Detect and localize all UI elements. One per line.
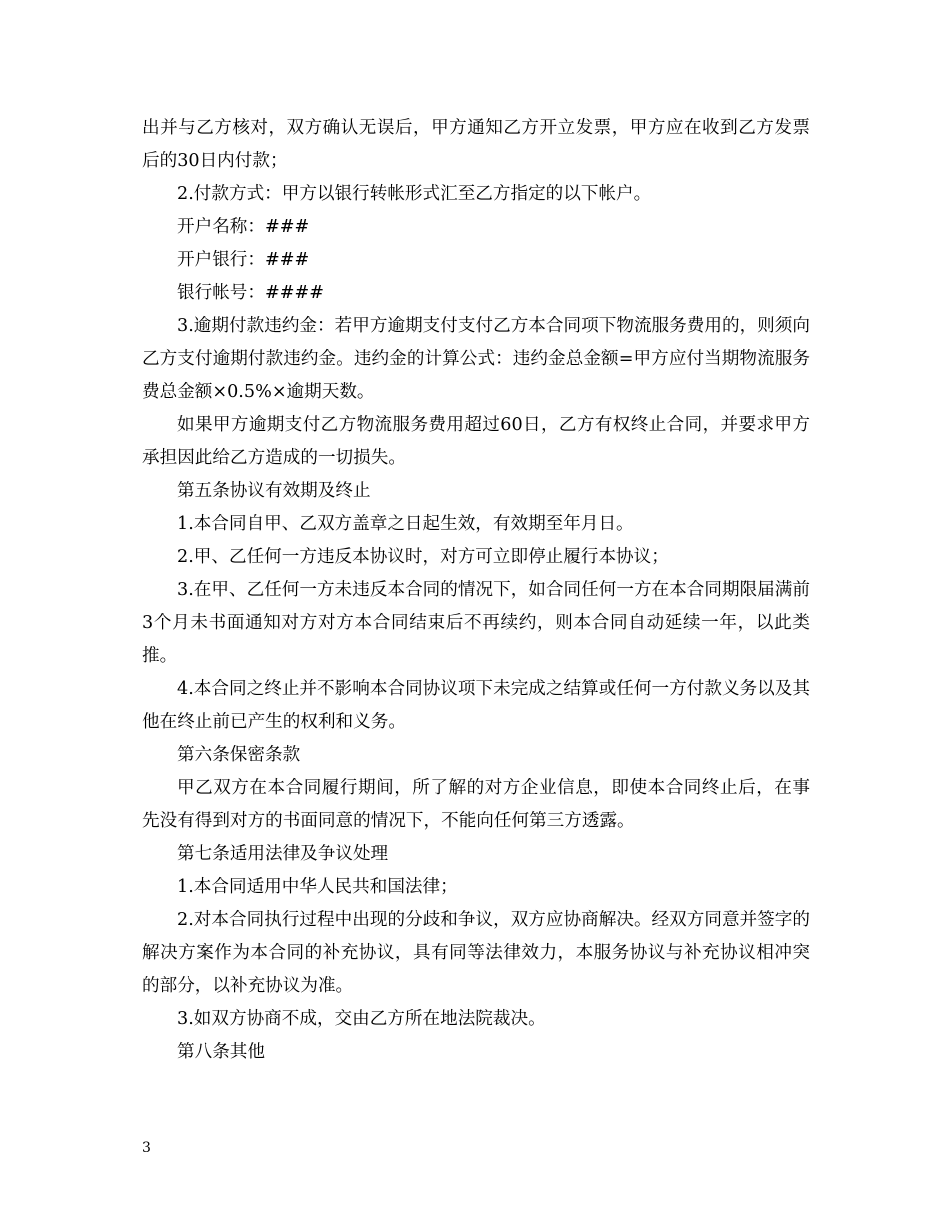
section-heading: 第八条其他	[177, 1042, 265, 1062]
paragraph: 3.逾期付款违约金：若甲方逾期支付支付乙方本合同项下物流服务费用的，则须向乙方支付逾期付款违约金。违约金的计算公式：违约金总金额=甲方应付当期物流服务费总金额×0.5%×逾期天数。	[142, 316, 810, 402]
paragraph: 1.本合同自甲、乙双方盖章之日起生效，有效期至年月日。	[177, 514, 634, 534]
paragraph: 1.本合同适用中华人民共和国法律；	[177, 877, 458, 897]
bank-name-line: 开户银行：###	[177, 250, 310, 270]
account-name-line: 开户名称：###	[177, 217, 310, 237]
paragraph: 2.对本合同执行过程中出现的分歧和争议，双方应协商解决。经双方同意并签字的解决方案作为本合同的补充协议，具有同等法律效力，本服务协议与补充协议相冲突的部分，以补充协议为准。	[142, 910, 810, 996]
paragraph: 2.付款方式：甲方以银行转帐形式汇至乙方指定的以下帐户。	[177, 184, 652, 204]
paragraph: 4.本合同之终止并不影响本合同协议项下未完成之结算或任何一方付款义务以及其他在终止前已产生的权利和义务。	[142, 679, 810, 732]
paragraph: 甲乙双方在本合同履行期间，所了解的对方企业信息，即使本合同终止后，在事先没有得到对方的书面同意的情况下，不能向任何第三方透露。	[142, 778, 810, 831]
section-heading: 第七条适用法律及争议处理	[177, 844, 389, 864]
section-heading: 第五条协议有效期及终止	[177, 481, 371, 501]
paragraph: 2.甲、乙任何一方违反本协议时，对方可立即停止履行本协议；	[177, 547, 669, 567]
page-number: 3	[142, 1140, 151, 1156]
paragraph: 3.在甲、乙任何一方未违反本合同的情况下，如合同任何一方在本合同期限届满前3个月未书面通知对方对方本合同结束后不再续约，则本合同自动延续一年，以此类推。	[142, 580, 810, 666]
account-number-line: 银行帐号：####	[177, 283, 324, 303]
document-body	[142, 112, 810, 1069]
paragraph: 如果甲方逾期支付乙方物流服务费用超过60日，乙方有权终止合同，并要求甲方承担因此给乙方造成的一切损失。	[142, 415, 810, 468]
paragraph: 3.如双方协商不成，交由乙方所在地法院裁决。	[177, 1009, 546, 1029]
section-heading: 第六条保密条款	[177, 745, 301, 765]
paragraph: 出并与乙方核对，双方确认无误后，甲方通知乙方开立发票，甲方应在收到乙方发票后的30日内付款；	[142, 118, 810, 171]
